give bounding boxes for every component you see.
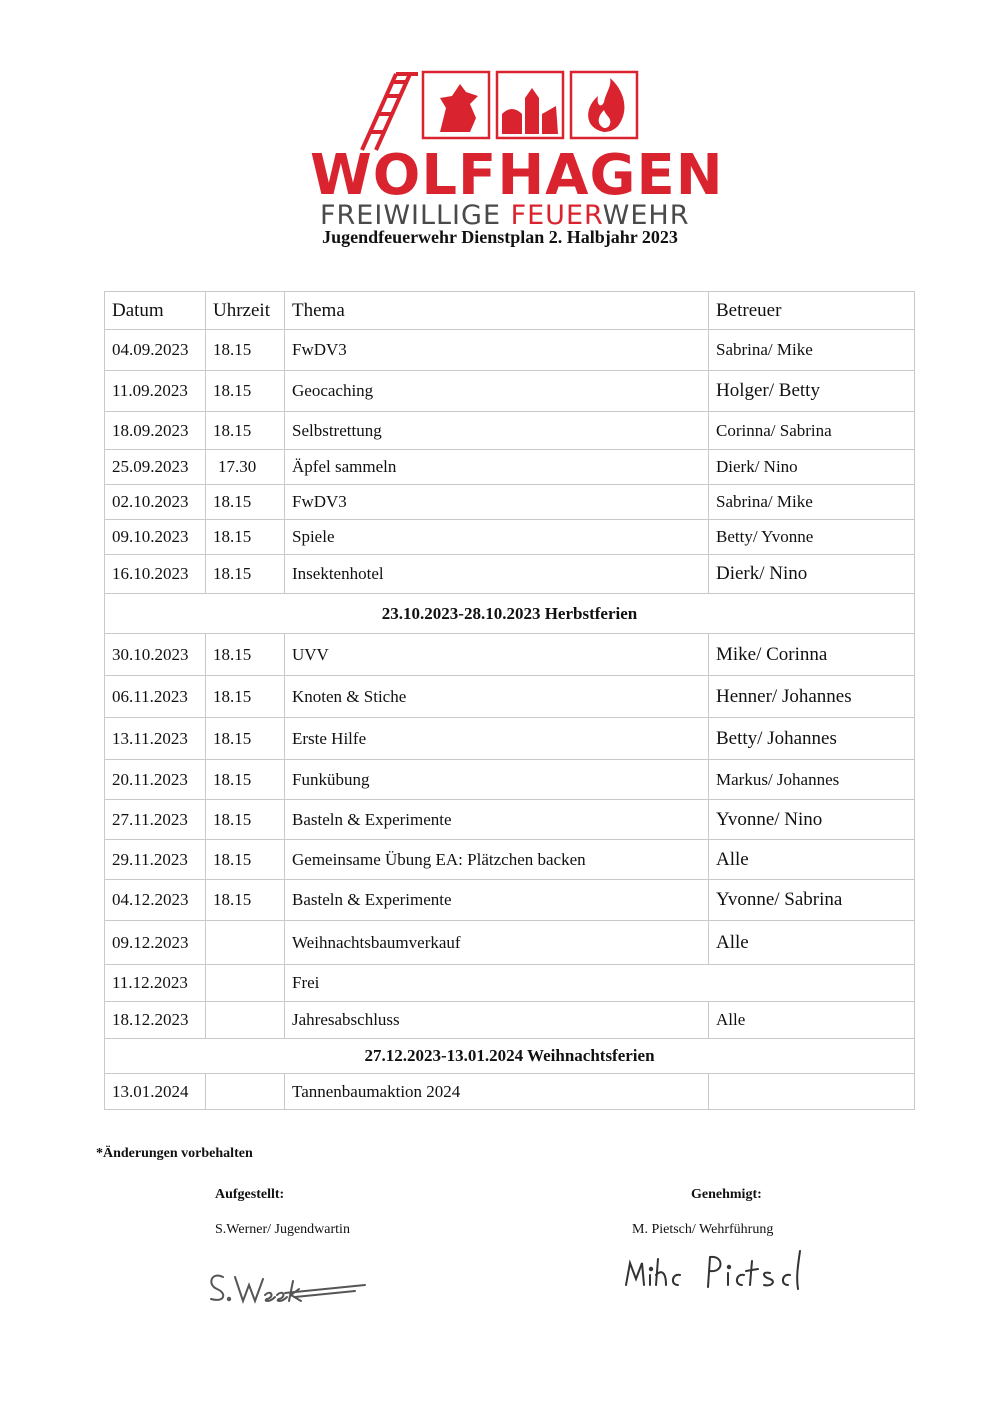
schedule-table bbox=[104, 291, 915, 1110]
cell-betreuer: Holger/ Betty bbox=[709, 371, 915, 412]
table-row bbox=[105, 800, 915, 840]
cell-uhrzeit: 18.15 bbox=[206, 412, 285, 450]
cell-thema: Jahresabschluss bbox=[285, 1002, 709, 1039]
cell-datum: 25.09.2023 bbox=[105, 450, 206, 485]
logo-title: WOLFHAGEN bbox=[310, 143, 724, 208]
left-signature-label: Aufgestellt: bbox=[215, 1187, 285, 1202]
cell-datum: 02.10.2023 bbox=[105, 485, 206, 520]
table-row bbox=[105, 760, 915, 800]
cell-datum: 27.11.2023 bbox=[105, 800, 206, 840]
cell-uhrzeit: 18.15 bbox=[206, 676, 285, 718]
table-row bbox=[105, 634, 915, 676]
header-betreuer: Betreuer bbox=[709, 292, 915, 330]
cell-uhrzeit: 18.15 bbox=[206, 485, 285, 520]
cell-thema: Selbstrettung bbox=[285, 412, 709, 450]
cell-thema: Äpfel sammeln bbox=[285, 450, 709, 485]
cell-uhrzeit bbox=[206, 1002, 285, 1039]
cell-uhrzeit: 18.15 bbox=[206, 520, 285, 555]
cell-uhrzeit: 18.15 bbox=[206, 371, 285, 412]
cell-thema: Weihnachtsbaumverkauf bbox=[285, 921, 709, 965]
cell-betreuer: Dierk/ Nino bbox=[709, 450, 915, 485]
break-row-herbst bbox=[105, 594, 915, 634]
cell-datum: 20.11.2023 bbox=[105, 760, 206, 800]
flame-icon bbox=[571, 72, 637, 138]
cell-uhrzeit: 18.15 bbox=[206, 555, 285, 594]
wolf-icon bbox=[423, 72, 489, 138]
cell-datum: 18.09.2023 bbox=[105, 412, 206, 450]
cell-uhrzeit bbox=[206, 921, 285, 965]
cell-betreuer: Dierk/ Nino bbox=[709, 555, 915, 594]
cell-datum: 11.12.2023 bbox=[105, 965, 206, 1002]
castle-icon bbox=[497, 72, 563, 138]
cell-thema: Gemeinsame Übung EA: Plätzchen backen bbox=[285, 840, 709, 880]
cell-betreuer: Alle bbox=[709, 1002, 915, 1039]
right-signature-label: Genehmigt: bbox=[691, 1187, 762, 1202]
table-row bbox=[105, 520, 915, 555]
table-row bbox=[105, 840, 915, 880]
logo-subtitle: FREIWILLIGE FEUERWEHR bbox=[320, 200, 690, 231]
cell-uhrzeit: 18.15 bbox=[206, 760, 285, 800]
table-row bbox=[105, 676, 915, 718]
logo-graphic bbox=[300, 62, 700, 152]
cell-thema: Knoten & Stiche bbox=[285, 676, 709, 718]
cell-betreuer: Sabrina/ Mike bbox=[709, 485, 915, 520]
cell-betreuer: Alle bbox=[709, 921, 915, 965]
cell-thema: Funkübung bbox=[285, 760, 709, 800]
cell-datum: 29.11.2023 bbox=[105, 840, 206, 880]
cell-thema: Geocaching bbox=[285, 371, 709, 412]
cell-betreuer: Corinna/ Sabrina bbox=[709, 412, 915, 450]
right-signer-name: M. Pietsch/ Wehrführung bbox=[632, 1222, 774, 1237]
table-row bbox=[105, 965, 915, 1002]
table-row bbox=[105, 485, 915, 520]
break-herbstferien: 23.10.2023-28.10.2023 Herbstferien bbox=[105, 594, 915, 634]
right-signature-image bbox=[620, 1245, 820, 1295]
cell-thema: Tannenbaumaktion 2024 bbox=[285, 1074, 709, 1110]
cell-betreuer: Sabrina/ Mike bbox=[709, 330, 915, 371]
cell-betreuer bbox=[709, 1074, 915, 1110]
table-row bbox=[105, 412, 915, 450]
cell-uhrzeit: 18.15 bbox=[206, 330, 285, 371]
header-datum: Datum bbox=[105, 292, 206, 330]
cell-thema: Spiele bbox=[285, 520, 709, 555]
cell-thema: FwDV3 bbox=[285, 330, 709, 371]
cell-datum: 16.10.2023 bbox=[105, 555, 206, 594]
ladder-icon bbox=[362, 74, 418, 150]
cell-betreuer: Betty/ Johannes bbox=[709, 718, 915, 760]
cell-datum: 18.12.2023 bbox=[105, 1002, 206, 1039]
cell-uhrzeit: 18.15 bbox=[206, 840, 285, 880]
table-row bbox=[105, 450, 915, 485]
cell-datum: 04.09.2023 bbox=[105, 330, 206, 371]
table-row bbox=[105, 880, 915, 921]
table-header-row bbox=[105, 292, 915, 330]
header-thema: Thema bbox=[285, 292, 709, 330]
left-signer-name: S.Werner/ Jugendwartin bbox=[215, 1222, 350, 1237]
table-row bbox=[105, 1074, 915, 1110]
cell-uhrzeit: 18.15 bbox=[206, 718, 285, 760]
break-row-weihnacht bbox=[105, 1039, 915, 1074]
cell-datum: 13.11.2023 bbox=[105, 718, 206, 760]
cell-thema: Basteln & Experimente bbox=[285, 880, 709, 921]
document-title: Jugendfeuerwehr Dienstplan 2. Halbjahr 2023 bbox=[322, 227, 678, 247]
cell-datum: 04.12.2023 bbox=[105, 880, 206, 921]
table-row bbox=[105, 1002, 915, 1039]
cell-uhrzeit: 18.15 bbox=[206, 880, 285, 921]
cell-datum: 06.11.2023 bbox=[105, 676, 206, 718]
break-weihnachtsferien: 27.12.2023-13.01.2024 Weihnachtsferien bbox=[105, 1039, 915, 1074]
cell-datum: 09.12.2023 bbox=[105, 921, 206, 965]
cell-thema: Insektenhotel bbox=[285, 555, 709, 594]
cell-thema: Erste Hilfe bbox=[285, 718, 709, 760]
cell-uhrzeit bbox=[206, 1074, 285, 1110]
cell-uhrzeit: 18.15 bbox=[206, 800, 285, 840]
cell-datum: 11.09.2023 bbox=[105, 371, 206, 412]
cell-betreuer: Mike/ Corinna bbox=[709, 634, 915, 676]
cell-betreuer: Yvonne/ Nino bbox=[709, 800, 915, 840]
cell-datum: 09.10.2023 bbox=[105, 520, 206, 555]
table-row bbox=[105, 921, 915, 965]
table-row bbox=[105, 371, 915, 412]
cell-uhrzeit: 18.15 bbox=[206, 634, 285, 676]
cell-thema: UVV bbox=[285, 634, 709, 676]
table-row bbox=[105, 718, 915, 760]
cell-betreuer: Betty/ Yvonne bbox=[709, 520, 915, 555]
cell-betreuer: Markus/ Johannes bbox=[709, 760, 915, 800]
cell-betreuer: Yvonne/ Sabrina bbox=[709, 880, 915, 921]
header-uhrzeit: Uhrzeit bbox=[206, 292, 285, 330]
cell-thema: FwDV3 bbox=[285, 485, 709, 520]
cell-uhrzeit bbox=[206, 965, 285, 1002]
cell-thema: Basteln & Experimente bbox=[285, 800, 709, 840]
table-row bbox=[105, 555, 915, 594]
cell-betreuer: Alle bbox=[709, 840, 915, 880]
table-row bbox=[105, 330, 915, 371]
cell-datum: 13.01.2024 bbox=[105, 1074, 206, 1110]
cell-betreuer: Henner/ Johannes bbox=[709, 676, 915, 718]
cell-uhrzeit: 17.30 bbox=[206, 450, 285, 485]
cell-datum: 30.10.2023 bbox=[105, 634, 206, 676]
logo bbox=[300, 62, 724, 232]
changes-note: *Änderungen vorbehalten bbox=[96, 1146, 253, 1161]
left-signature-image bbox=[205, 1265, 375, 1310]
cell-thema: Frei bbox=[285, 965, 915, 1002]
